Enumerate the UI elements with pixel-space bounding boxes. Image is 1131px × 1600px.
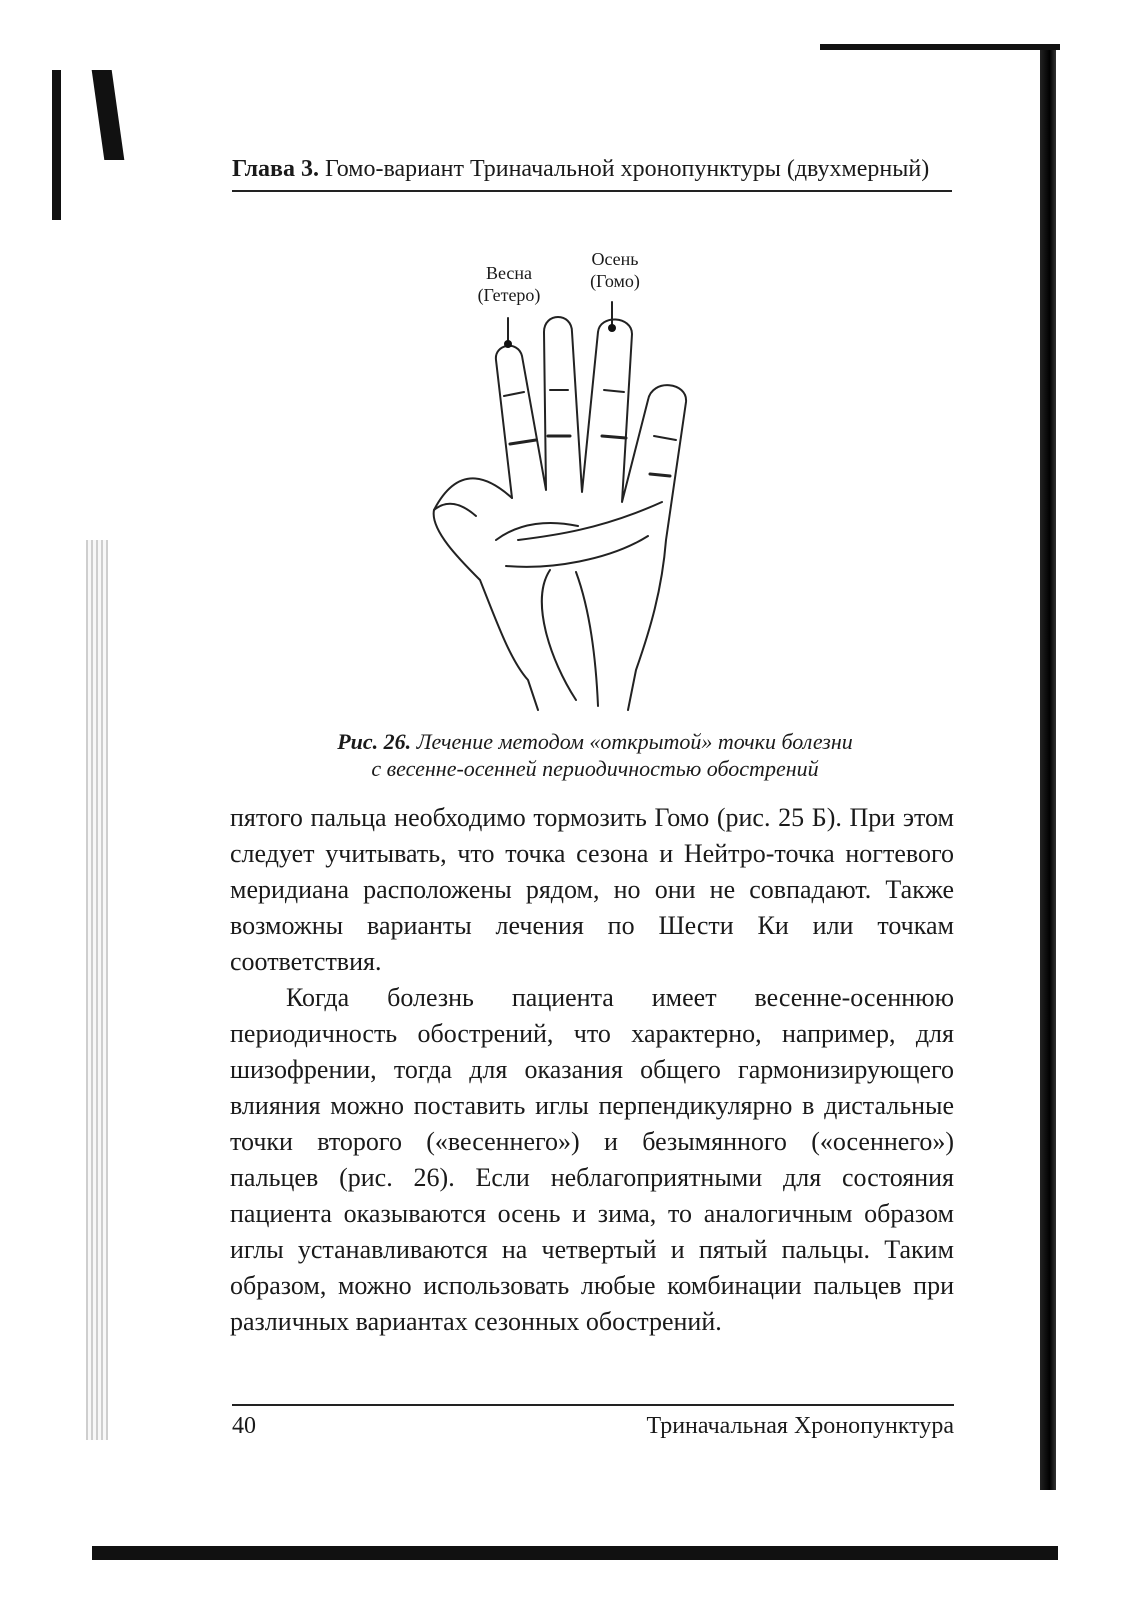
figure-caption	[270, 728, 920, 782]
running-header	[232, 152, 952, 186]
paragraph-2: Когда болезнь пациента имеет весенне-осеннюю периодичность обострений, что характерно, например, для шизофрении, тогда для оказания общего гармонизирующего влияния можно поставить иглы перпендикулярно в дистальные точки второго («весеннего») и безымянного («осеннего») пальцев (рис. 26). Если неблагоприятными для состояния пациента оказываются осень и зима, то аналогичным образом иглы устанавливаются на четвертый и пятый пальцы. Таким образом, можно использовать любые комбинации пальцев при различных вариантах сезонных обострений.	[230, 983, 954, 1336]
label-autumn-line2: (Гомо)	[590, 271, 640, 291]
caption-text-2: с весенне-осенней периодичностью обострений	[371, 756, 819, 781]
palm-drawing	[400, 240, 720, 720]
palm-figure	[400, 240, 720, 720]
caption-text-1: Лечение методом «открытой» точки болезни	[416, 729, 853, 754]
paragraph-1: пятого пальца необходимо тормозить Гомо (рис. 25 Б). При этом следует учитывать, что точка сезона и Нейтро-точка ногтевого меридиана расположены рядом, но они не совпадают. Также возможны варианты лечения по Шести Ки или точкам соответствия.	[230, 803, 954, 976]
scan-artifact	[1040, 50, 1056, 1490]
scan-artifact	[92, 70, 125, 160]
chapter-title: Гомо-вариант Триначальной хронопунктуры (двухмерный)	[325, 156, 930, 182]
autumn-point-marker	[608, 324, 616, 332]
label-autumn	[570, 248, 660, 292]
spring-point-marker	[504, 340, 512, 348]
running-footer: Триначальная Хронопунктура	[646, 1413, 954, 1439]
label-autumn-line1: Осень	[591, 249, 639, 269]
chapter-label: Глава 3.	[232, 156, 319, 182]
caption-number: Рис. 26.	[337, 729, 412, 754]
scan-artifact	[52, 70, 61, 220]
scan-artifact	[820, 44, 1060, 50]
label-spring-line1: Весна	[485, 263, 533, 283]
caption-line-1	[270, 728, 920, 755]
scan-artifact	[86, 540, 108, 1440]
footer-rule	[232, 1404, 954, 1406]
body-text	[230, 800, 954, 1340]
scan-artifact	[92, 1546, 1058, 1560]
page-number: 40	[232, 1413, 256, 1439]
label-spring	[464, 262, 554, 306]
label-spring-line2: (Гетеро)	[477, 285, 541, 305]
header-rule	[232, 190, 952, 192]
